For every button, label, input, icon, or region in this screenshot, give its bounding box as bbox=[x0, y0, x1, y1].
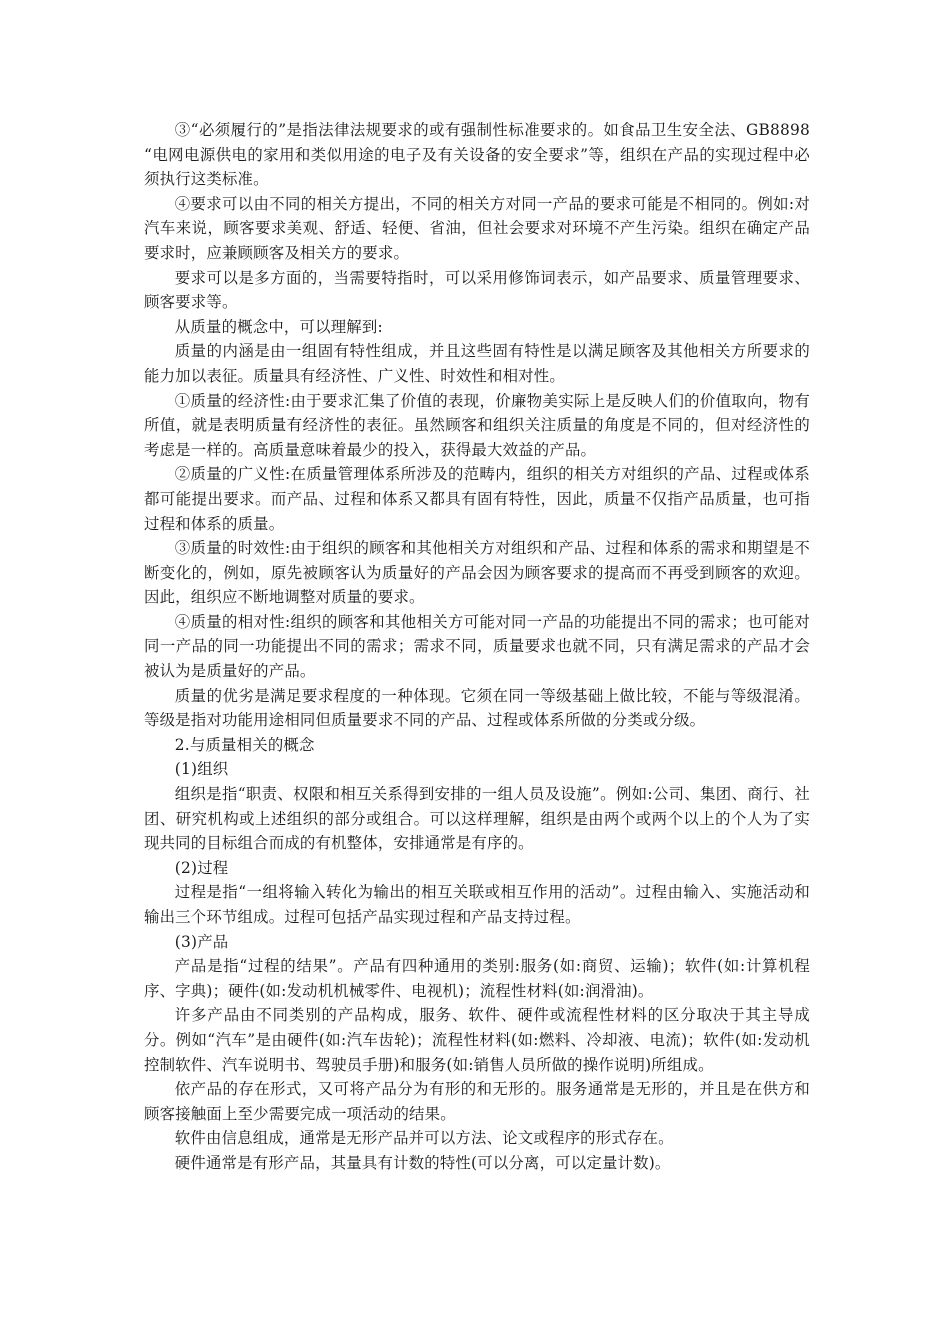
subheading-product: (3)产品 bbox=[174, 932, 229, 951]
subheading-organization: (1)组织 bbox=[174, 760, 229, 779]
document-page bbox=[144, 118, 810, 1176]
subheading-process: (2)过程 bbox=[174, 858, 229, 877]
paragraph-quality-relativity: ④质量的相对性:组织的顾客和其他相关方可能对同一产品的功能提出不同的需求；也可能对同一产品的同一功能提出不同的需求；需求不同，质量要求也就不同，只有满足需求的产品才会被认为是质量好的产品。 bbox=[144, 612, 810, 681]
paragraph-process: 过程是指“一组将输入转化为输出的相互关联或相互作用的活动”。过程由输入、实施活动和输出三个环节组成。过程可包括产品实现过程和产品支持过程。 bbox=[144, 883, 810, 926]
paragraph-quality-grade: 质量的优劣是满足要求程度的一种体现。它须在同一等级基础上做比较，不能与等级混淆。等级是指对功能用途相同但质量要求不同的产品、过程或体系所做的分类或分级。 bbox=[144, 686, 810, 730]
paragraph-hardware: 硬件通常是有形产品，其量具有计数的特性(可以分离，可以定量计数)。 bbox=[174, 1153, 671, 1172]
section-heading-related-concepts: 2.与质量相关的概念 bbox=[174, 735, 315, 754]
paragraph-quality-timeliness: ③质量的时效性:由于组织的顾客和其他相关方对组织和产品、过程和体系的需求和期望是不断变化的，例如，原先被顾客认为质量好的产品会因为顾客要求的提高而不再受到顾客的欢迎。因此，组织应不断地调整对质量的要求。 bbox=[144, 539, 810, 607]
paragraph-mandatory: ③“必须履行的”是指法律法规要求的或有强制性标准要求的。如食品卫生安全法、GB8898 “电网电源供电的家用和类似用途的电子及有关设备的安全要求”等，组织在产品的实现过程中必须执行这类标准。 bbox=[144, 121, 810, 189]
paragraph-quality-economy: ①质量的经济性:由于要求汇集了价值的表现，价廉物美实际上是反映人们的价值取向，物有所值，就是表明质量有经济性的表征。虽然顾客和组织关注质量的角度是不同的，但对经济性的考虑是一样的。高质量意味着最少的投入，获得最大效益的产品。 bbox=[144, 391, 810, 459]
paragraph-requirement-parties: ④要求可以由不同的相关方提出，不同的相关方对同一产品的要求可能是不相同的。例如:对汽车来说，顾客要求美观、舒适、轻便、省油，但社会要求对环境不产生污染。组织在确定产品要求时，应兼顾顾客及相关方的要求。 bbox=[144, 194, 810, 262]
paragraph-product-definition: 产品是指“过程的结果”。产品有四种通用的类别:服务(如:商贸、运输)；软件(如:计算机程序、字典)；硬件(如:发动机机械零件、电视机)；流程性材料(如:润滑油)。 bbox=[144, 957, 810, 1000]
paragraph-product-composition: 许多产品由不同类别的产品构成，服务、软件、硬件或流程性材料的区分取决于其主导成分。例如“汽车”是由硬件(如:汽车齿轮)；流程性材料(如:燃料、冷却液、电流)；软件(如:发动机控制软件、汽车说明书、驾驶员手册)和服务(如:销售人员所做的操作说明)所组成。 bbox=[144, 1006, 810, 1074]
paragraph-quality-concept-intro: 从质量的概念中，可以理解到: bbox=[174, 317, 383, 336]
paragraph-quality-broadness: ②质量的广义性:在质量管理体系所涉及的范畴内，组织的相关方对组织的产品、过程或体系都可能提出要求。而产品、过程和体系又都具有固有特性，因此，质量不仅指产品质量，也可指过程和体系的质量。 bbox=[144, 465, 810, 533]
paragraph-product-forms: 依产品的存在形式，又可将产品分为有形的和无形的。服务通常是无形的，并且是在供方和顾客接触面上至少需要完成一项活动的结果。 bbox=[144, 1080, 810, 1123]
paragraph-software: 软件由信息组成，通常是无形产品并可以方法、论文或程序的形式存在。 bbox=[174, 1129, 674, 1148]
paragraph-quality-connotation: 质量的内涵是由一组固有特性组成，并且这些固有特性是以满足顾客及其他相关方所要求的能力加以表征。质量具有经济性、广义性、时效性和相对性。 bbox=[144, 342, 810, 385]
paragraph-organization: 组织是指“职责、权限和相互关系得到安排的一组人员及设施”。例如:公司、集团、商行、社团、研究机构或上述组织的部分或组合。可以这样理解，组织是由两个或两个以上的个人为了实现共同的目标组合而成的有机整体，安排通常是有序的。 bbox=[144, 785, 810, 853]
paragraph-requirement-modifiers: 要求可以是多方面的，当需要特指时，可以采用修饰词表示，如产品要求、质量管理要求、顾客要求等。 bbox=[144, 268, 810, 312]
